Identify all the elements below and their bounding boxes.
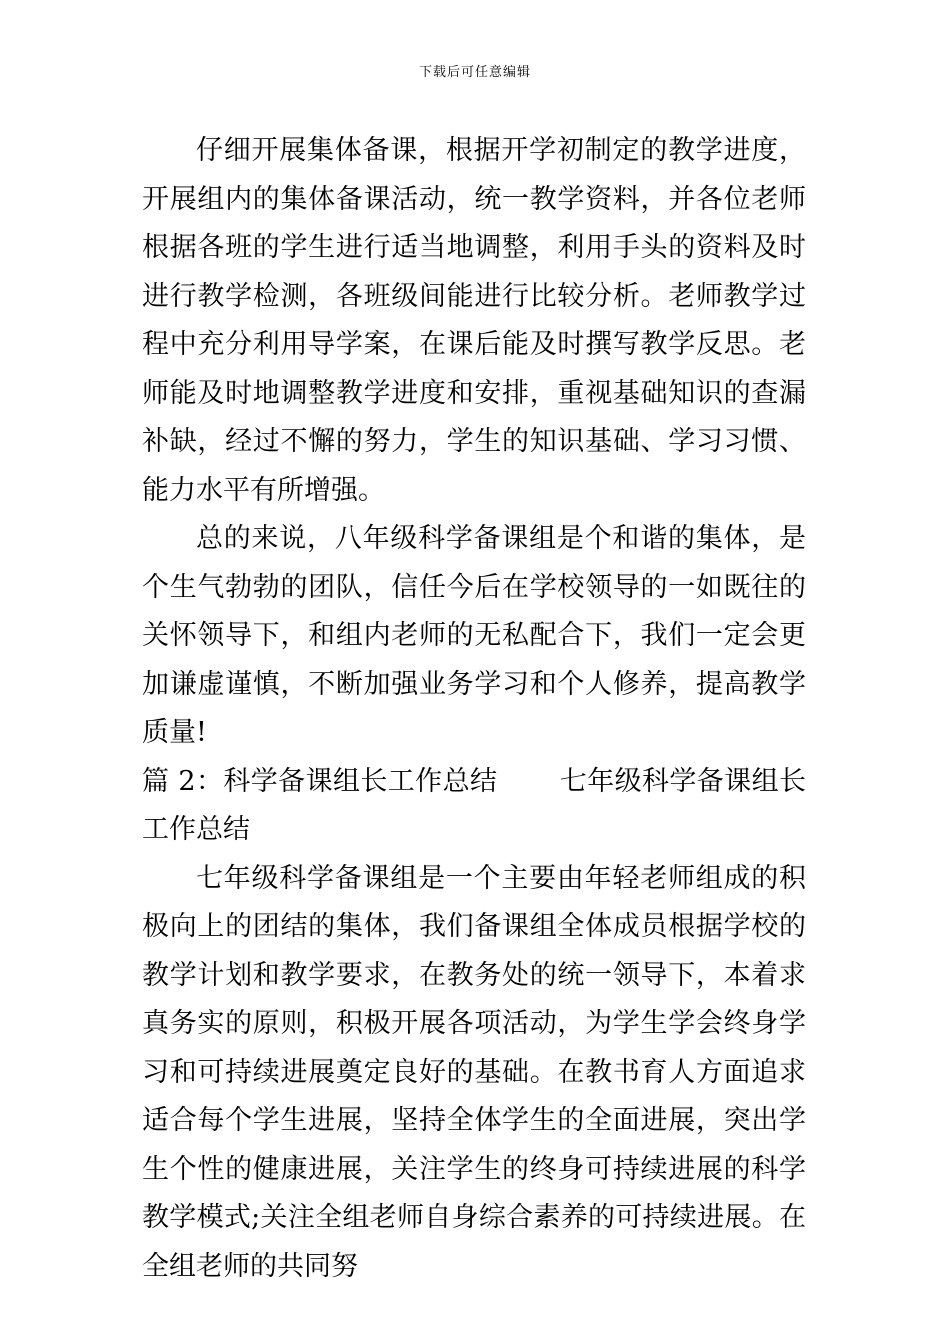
document-body xyxy=(142,127,806,1291)
heading-part-2: 七年级科学备课组长工作总结 xyxy=(142,765,807,845)
heading-part-1: 篇 2：科学备课组长工作总结 xyxy=(142,765,498,797)
header-note: 下载后可任意编辑 xyxy=(418,65,531,80)
paragraph-2: 总的来说，八年级科学备课组是个和谐的集体，是个生气勃勃的团队，信任今后在学校领导的一如既往的关怀领导下，和组内老师的无私配合下，我们一定会更加谦虚谨慎，不断加强业务学习和个人修养，提高教学质量! xyxy=(142,523,806,748)
paragraph-1: 仔细开展集体备课，根据开学初制定的教学进度，开展组内的集体备课活动，统一教学资料，并各位老师根据各班的学生进行适当地调整，利用手头的资料及时进行教学检测，各班级间能进行比较分析。老师教学过程中充分利用导学案，在课后能及时撰写教学反思。老师能及时地调整教学进度和安排，重视基础知识的查漏补缺，经过不懈的努力，学生的知识基础、学习习惯、能力水平有所增强。 xyxy=(142,135,806,506)
paragraph-3: 七年级科学备课组是一个主要由年轻老师组成的积极向上的团结的集体，我们备课组全体成员根据学校的教学计划和教学要求，在教务处的统一领导下，本着求真务实的原则，积极开展各项活动，为学生学会终身学习和可持续进展奠定良好的基础。在教书育人方面追求适合每个学生进展，坚持全体学生的全面进展，突出学生个性的健康进展，关注学生的终身可持续进展的科学教学模式;关注全组老师自身综合素养的可持续进展。在全组老师的共同努 xyxy=(142,862,806,1282)
section-heading xyxy=(142,758,806,855)
